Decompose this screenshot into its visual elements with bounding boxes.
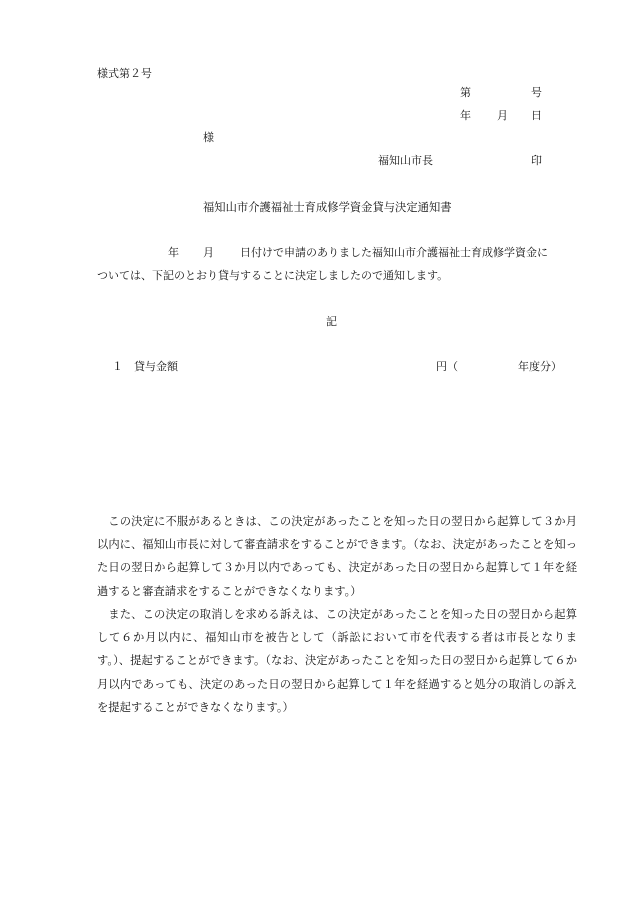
number-prefix: 第 [460, 86, 471, 99]
yen-label: 円（ [436, 360, 458, 373]
document-title: 福知山市介護福祉士育成修学資金貸与決定通知書 [203, 201, 452, 214]
date-day: 日 [531, 109, 542, 122]
form-number: 様式第２号 [97, 67, 152, 80]
ki-label: 記 [326, 315, 337, 328]
intro-month: 月 [203, 246, 214, 259]
item-label: 貸与金額 [134, 360, 178, 373]
issuer: 福知山市長 [378, 154, 433, 167]
recipient-honorific: 様 [203, 131, 214, 144]
intro-year: 年 [168, 246, 179, 259]
fiscal-year-label: 年度分） [518, 360, 562, 373]
notice-paragraph-1: この決定に不服があるときは、この決定があったことを知った日の翌日から起算して３か月以内に、福知山市長に対して審査請求をすることができます。（なお、決定があったことを知った日の翌日から起算して３か月以内であっても、決定があった日の翌日から起算して１年を経過すると審査請求をすることができなくなります。） [97, 515, 577, 598]
seal-mark: 印 [531, 154, 542, 167]
intro-line-1: 日付けで申請のありました福知山市介護福祉士育成修学資金に [240, 246, 548, 259]
item-number: １ [112, 360, 123, 373]
date-month: 月 [497, 109, 508, 122]
notice-paragraph-2: また、この決定の取消しを求める訴えは、この決定があったことを知った日の翌日から起算して６か月以内に、福知山市を被告として（訴訟において市を代表する者は市長となります。）、提起することができます。（なお、決定があったことを知った日の翌日から起算して６か月以内であっても、決定のあった日の翌日から起算して１年を経過すると処分の取消しの訴えを提起することができなくなります。） [97, 608, 577, 714]
date-year: 年 [460, 109, 471, 122]
number-suffix: 号 [531, 86, 542, 99]
intro-line-2: ついては、下記のとおり貸与することに決定しましたので通知します。 [97, 269, 449, 282]
